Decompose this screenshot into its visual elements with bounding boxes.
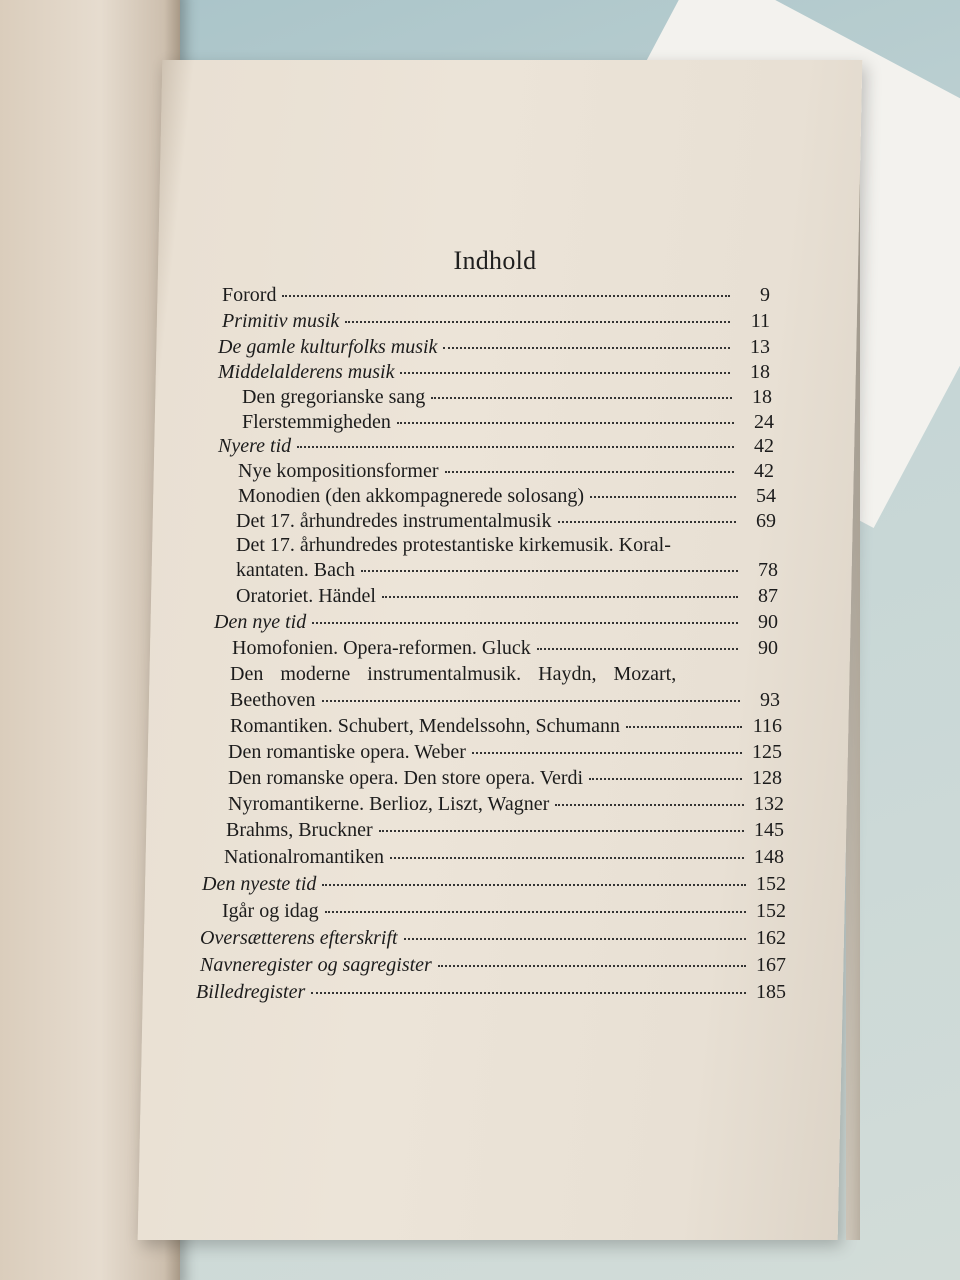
dot-leader (379, 830, 744, 832)
toc-entry-label: Brahms, Bruckner (226, 819, 373, 841)
toc-entry-page: 128 (752, 767, 782, 789)
toc-entry (218, 435, 774, 458)
toc-entry-label: Monodien (den akkompagnerede solosang) (238, 485, 585, 507)
toc-entry (238, 485, 776, 508)
toc-entry-line: Det 17. århundredes protestantiske kirkemusik. Koral- (236, 534, 671, 556)
toc-entry-label: Den romantiske opera. Weber (228, 741, 466, 763)
toc-entry-label: Den nye tid (214, 611, 307, 633)
toc-entry (236, 510, 776, 533)
dot-leader (472, 752, 742, 754)
toc-entry (214, 611, 778, 634)
toc-entry-label: Romantiken. Schubert, Mendelssohn, Schumann (230, 715, 620, 737)
toc-entry-page: 78 (758, 559, 778, 581)
toc-entry-label: Beethoven (230, 689, 316, 711)
dot-leader (626, 726, 742, 728)
toc-entry (228, 793, 784, 816)
toc-entry (218, 361, 770, 384)
toc-entry-label: Primitiv musik (222, 310, 340, 332)
dot-leader (311, 992, 746, 994)
dot-leader (325, 911, 746, 913)
toc-entry-page: 125 (752, 741, 782, 763)
dot-leader (345, 321, 730, 323)
dot-leader (312, 622, 738, 624)
toc-entry-label: Billedregister (196, 981, 306, 1003)
toc-entry (222, 284, 770, 307)
toc-entry-label: Flerstemmigheden (242, 411, 391, 433)
dot-leader (322, 884, 746, 886)
toc-entry-label: Igår og idag (222, 900, 319, 922)
dot-leader (431, 397, 732, 399)
toc-entry (230, 715, 782, 738)
toc-entry-label: Forord (222, 284, 277, 306)
toc-entry (238, 460, 774, 483)
dot-leader (537, 648, 738, 650)
toc-entry-label: kantaten. Bach (236, 559, 355, 581)
toc-entry-page: 13 (750, 336, 770, 358)
toc-entry-page: 42 (754, 460, 774, 482)
toc-entry-page: 167 (756, 954, 786, 976)
toc-entry-page: 185 (756, 981, 786, 1003)
toc-entry-page: 152 (756, 873, 786, 895)
toc-entry-page: 24 (754, 411, 774, 433)
dot-leader (297, 446, 734, 448)
dot-leader (555, 804, 744, 806)
toc-entry (218, 336, 770, 359)
toc-entry-page: 9 (760, 284, 770, 306)
toc-entry-label: Den gregorianske sang (242, 386, 426, 408)
toc-entry-page: 152 (756, 900, 786, 922)
toc-entry-label: Nyere tid (218, 435, 292, 457)
toc-entry-label: Nyromantikerne. Berlioz, Liszt, Wagner (228, 793, 550, 815)
toc-entry (200, 927, 786, 950)
toc-entry-page: 93 (760, 689, 780, 711)
dot-leader (361, 570, 738, 572)
toc-entry-label: Det 17. århundredes instrumentalmusik (236, 510, 552, 532)
toc-entry-page: 18 (752, 386, 772, 408)
dot-leader (558, 521, 737, 523)
toc-entry-line: Den moderne instrumentalmusik. Haydn, Mozart, (230, 663, 677, 685)
toc-entry-page: 90 (758, 611, 778, 633)
toc-entry-label: Den romanske opera. Den store opera. Verdi (228, 767, 584, 789)
dot-leader (590, 496, 736, 498)
toc-entry (236, 559, 778, 582)
toc-entry (228, 741, 782, 764)
toc-entry (236, 585, 778, 608)
dot-leader (445, 471, 734, 473)
toc-entry (196, 981, 786, 1004)
toc-entry-label: Nationalromantiken (224, 846, 384, 868)
toc-entry-page: 116 (752, 715, 782, 737)
toc-entry-page: 132 (754, 793, 784, 815)
dot-leader (404, 938, 746, 940)
toc-entry (242, 386, 772, 409)
toc-title: Indhold (453, 246, 537, 275)
dot-leader (438, 965, 746, 967)
toc-entry-label: Middelalderens musik (218, 361, 395, 383)
toc-entry-page: 145 (754, 819, 784, 841)
toc-entry (202, 873, 786, 896)
toc-entry (222, 900, 786, 923)
toc-entry-page: 162 (756, 927, 786, 949)
dot-leader (282, 295, 730, 297)
toc-entry-page: 87 (758, 585, 778, 607)
toc-entry (232, 637, 778, 660)
toc-entry (230, 689, 780, 712)
toc-entry-label: De gamle kulturfolks musik (218, 336, 438, 358)
toc-entry (200, 954, 786, 977)
toc-entry-page: 54 (756, 485, 776, 507)
toc-entry-page: 11 (750, 310, 770, 332)
toc-entry (226, 819, 784, 842)
toc-entry-label: Nye kompositionsformer (238, 460, 439, 482)
dot-leader (390, 857, 744, 859)
toc-entry (242, 411, 774, 434)
dot-leader (322, 700, 740, 702)
toc-entry-label: Homofonien. Opera-reformen. Gluck (232, 637, 531, 659)
dot-leader (443, 347, 730, 349)
toc-entry (228, 767, 782, 790)
toc-entry-page: 18 (750, 361, 770, 383)
dot-leader (382, 596, 738, 598)
toc-entry-label: Oratoriet. Händel (236, 585, 376, 607)
dot-leader (589, 778, 742, 780)
dot-leader (397, 422, 734, 424)
toc-entry-page: 90 (758, 637, 778, 659)
dot-leader (400, 372, 730, 374)
toc-entry-page: 42 (754, 435, 774, 457)
toc-entry (224, 846, 784, 869)
toc-entry-label: Navneregister og sagregister (200, 954, 432, 976)
toc-entry-label: Oversætterens efterskrift (200, 927, 398, 949)
toc-entry-page: 148 (754, 846, 784, 868)
toc-entry-label: Den nyeste tid (202, 873, 317, 895)
toc-entry (222, 310, 770, 333)
toc-entry-page: 69 (756, 510, 776, 532)
